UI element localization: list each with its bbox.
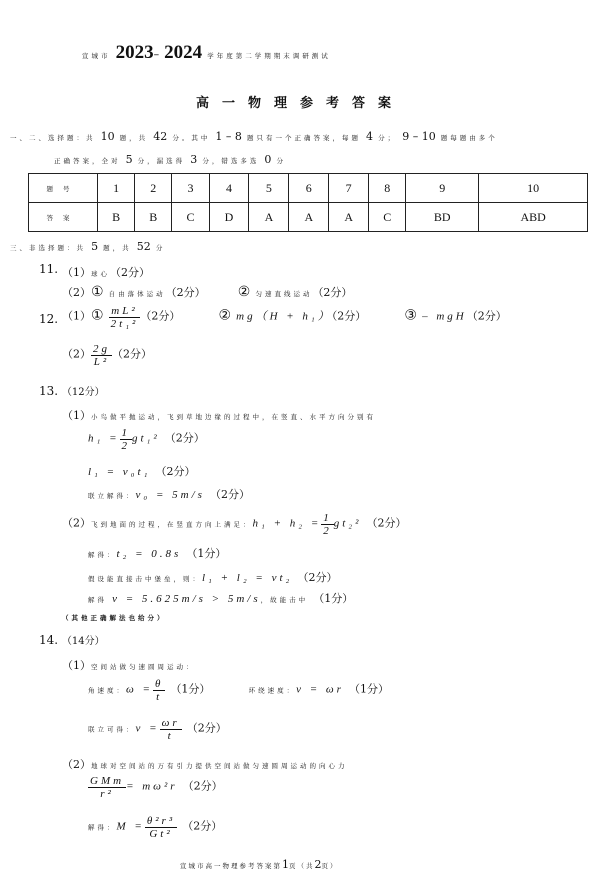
- answer-cell: BD: [406, 203, 479, 232]
- number: 5: [91, 240, 99, 253]
- text: 解得：: [88, 823, 117, 832]
- text: 球心: [91, 270, 110, 278]
- header-dash: –: [153, 48, 160, 61]
- number: 0: [264, 153, 272, 166]
- header-year-end: 2024: [164, 42, 203, 63]
- text: 联立可得：: [88, 725, 136, 734]
- part-tag: （1）: [62, 309, 91, 323]
- answer-cell: D: [209, 203, 249, 232]
- question-number: 9: [406, 174, 479, 203]
- number: 42: [153, 130, 168, 143]
- answer-cell: B: [98, 203, 135, 232]
- text: 分，错选多选: [202, 157, 260, 165]
- score: （1分）: [170, 682, 211, 696]
- q11-part1: [62, 264, 150, 280]
- expression: v = ωr: [296, 683, 344, 696]
- score: （1分）: [186, 547, 227, 560]
- numerator: 1: [121, 427, 130, 439]
- numerator: ωr: [161, 717, 180, 729]
- numerator: 2g: [93, 343, 110, 355]
- expression: ω =: [126, 683, 153, 696]
- q13-part1-intro: [62, 407, 376, 423]
- page-footer: [180, 858, 339, 871]
- text: 题，共: [119, 134, 149, 142]
- score: （14分）: [61, 636, 105, 647]
- q13-eq2: [88, 463, 195, 479]
- expression: gt₁²: [132, 432, 160, 445]
- number: 5: [125, 153, 133, 166]
- q14-eq3: [88, 775, 223, 800]
- score: （12分）: [61, 387, 105, 398]
- text: 飞到地面的过程，在竖直方向上满足：: [91, 520, 253, 529]
- q13-note: （其他正确解法也给分）: [62, 614, 167, 622]
- numerator: θ: [154, 678, 164, 690]
- text: 宣城市高一物理参考答案第: [180, 862, 282, 870]
- fraction: [109, 305, 141, 330]
- score: （2分）: [182, 779, 223, 793]
- page-number: 1: [282, 858, 289, 871]
- circled-number: ③: [404, 307, 417, 324]
- score: （2分）: [331, 309, 367, 323]
- score: （2分）: [112, 347, 152, 361]
- text: 假设能直接击中堡垒，则：: [88, 575, 202, 583]
- question-number: 13.: [39, 384, 59, 398]
- text: 小鸟做平抛运动，飞到草地边缘的过程中，在竖直、水平方向分别有: [91, 413, 376, 421]
- denominator: 2: [121, 440, 130, 452]
- text: 解得：: [88, 551, 117, 559]
- text: 解得: [88, 596, 107, 604]
- text: 联立解得：: [88, 492, 136, 500]
- part-tag: （1）: [62, 409, 91, 422]
- expression: – mgH: [422, 310, 467, 323]
- denominator: 2t₁²: [110, 318, 139, 330]
- answer-table: [28, 173, 588, 232]
- text: 自由落体运动: [108, 290, 166, 298]
- expression: mg（H + h₁）: [236, 310, 332, 323]
- expression: v =: [135, 722, 160, 735]
- expression: l₁ + l₂ = vt₂: [202, 572, 293, 584]
- table-row-answers: [29, 203, 588, 232]
- answer-cell: A: [289, 203, 329, 232]
- page-title: 高一物理参考答案: [196, 96, 405, 111]
- table-row-numbers: [29, 174, 588, 203]
- fraction: [153, 678, 165, 703]
- score: （2分）: [466, 309, 507, 323]
- fraction: [91, 343, 112, 368]
- q13-eq6: [88, 590, 353, 606]
- header-year-start: 2023: [115, 42, 154, 63]
- part-tag: （1）: [62, 659, 91, 672]
- number: 1 – 8: [215, 130, 242, 143]
- q13-eq5: [88, 569, 337, 585]
- text: 分。其中: [172, 134, 211, 142]
- text: 正确答案，全对: [54, 157, 121, 165]
- fraction: [120, 427, 133, 452]
- answer-cell: C: [172, 203, 209, 232]
- q14-eq2: [88, 717, 227, 742]
- part3-heading: [10, 240, 165, 253]
- q12-number: 12.: [39, 312, 59, 326]
- answer-cell: ABD: [479, 203, 588, 232]
- score: （2分）: [164, 431, 205, 445]
- numerator: 1: [323, 512, 332, 524]
- header-term: 学年度第二学期期末调研测试: [207, 52, 331, 60]
- header-city: 宣城市: [82, 52, 111, 60]
- row-label-number: 题号: [29, 174, 98, 203]
- part-tag: （1）: [62, 266, 91, 279]
- number: 3: [190, 153, 198, 166]
- denominator: L²: [93, 356, 110, 368]
- q13-heading: [39, 383, 105, 398]
- text: 分，漏选得: [137, 157, 186, 165]
- answer-cell: B: [135, 203, 172, 232]
- part-tag: （2）: [62, 516, 91, 530]
- question-number: 14.: [39, 633, 59, 647]
- number: 52: [136, 240, 151, 253]
- score: （2分）: [297, 571, 338, 584]
- expression: v₀ = 5m/s: [135, 489, 205, 501]
- fraction: [88, 775, 126, 800]
- q13-part2: [62, 512, 407, 537]
- question-number: 1: [98, 174, 135, 203]
- question-number: 10: [479, 174, 588, 203]
- score: （1分）: [349, 682, 390, 696]
- text: 角速度：: [88, 686, 126, 695]
- question-number: 7: [329, 174, 369, 203]
- q14-part2-intro: [62, 756, 348, 772]
- denominator: 2: [323, 525, 332, 537]
- q14-eq1: [88, 678, 389, 703]
- q13-eq3: [88, 486, 250, 502]
- score: （2分）: [366, 516, 407, 530]
- circled-number: ②: [237, 284, 251, 300]
- text: 环绕速度：: [248, 686, 297, 695]
- text: 页（共: [289, 862, 315, 870]
- numerator: θ²r³: [146, 815, 176, 827]
- question-number: 2: [135, 174, 172, 203]
- answer-cell: A: [329, 203, 369, 232]
- part1-line1: [10, 130, 498, 143]
- q14-heading: [39, 632, 105, 647]
- text: 地球对空间站的万有引力提供空间站做匀速圆周运动的向心力: [91, 762, 348, 770]
- circled-number: ①: [91, 284, 104, 300]
- expression: v = 5.625m/s > 5m/s: [112, 593, 261, 605]
- score: （2分）: [312, 286, 353, 299]
- fraction: [160, 717, 182, 742]
- denominator: r²: [100, 788, 114, 800]
- text: 分: [276, 157, 286, 165]
- text: 分；: [378, 134, 398, 142]
- part-tag: （2）: [62, 286, 91, 299]
- question-number: 8: [369, 174, 406, 203]
- text: 页）: [321, 862, 339, 870]
- fraction: [321, 512, 334, 537]
- score: （1分）: [313, 592, 354, 605]
- expression: t₂ = 0.8s: [116, 548, 182, 560]
- fraction: [145, 815, 177, 840]
- expression: = mω²r: [126, 780, 178, 793]
- q13-eq4: [88, 545, 226, 561]
- question-number: 4: [209, 174, 249, 203]
- part-tag: （2）: [62, 758, 91, 771]
- text: 分: [155, 244, 166, 252]
- q11-part2: [62, 284, 352, 300]
- question-number: 3: [172, 174, 209, 203]
- circled-number: ②: [218, 307, 232, 324]
- text: 空间站做匀速圆周运动：: [91, 663, 196, 671]
- exam-header: [82, 42, 331, 64]
- answer-cell: A: [249, 203, 289, 232]
- q13-eq1: [88, 427, 205, 452]
- row-label-answer: 答案: [29, 203, 98, 232]
- total-pages: 2: [314, 858, 322, 871]
- q12-part1: [62, 305, 507, 330]
- q14-part1-intro: [62, 657, 196, 673]
- score: （2分）: [165, 286, 206, 299]
- denominator: Gt²: [149, 828, 173, 840]
- text: 三、非选择题：共: [10, 244, 86, 252]
- q12-part2: [62, 343, 152, 368]
- expression: l₁ = v₀t₁: [88, 466, 151, 478]
- question-number: 5: [249, 174, 289, 203]
- number: 4: [366, 130, 374, 143]
- score: （2分）: [140, 309, 181, 323]
- score: （2分）: [155, 465, 196, 478]
- denominator: t: [167, 730, 174, 742]
- text: 匀速直线运动: [255, 290, 313, 298]
- number: 10: [100, 130, 115, 143]
- text: 题只有一个正确答案，每题: [246, 134, 361, 142]
- part-tag: （2）: [62, 347, 91, 361]
- numerator: mL²: [109, 305, 141, 318]
- text: 一、二、选择题：共: [10, 134, 96, 142]
- text: ，故能击中: [260, 596, 309, 604]
- numerator: GMm: [90, 775, 125, 787]
- q14-eq4: [88, 815, 222, 840]
- number: 9 – 10: [402, 130, 436, 143]
- part1-line2: [54, 153, 286, 166]
- score: （2分）: [182, 819, 223, 833]
- expression: h₁ =: [88, 432, 120, 445]
- expression: gt₂²: [333, 517, 362, 530]
- denominator: t: [156, 691, 163, 703]
- score: （2分）: [110, 266, 150, 279]
- score: （2分）: [210, 488, 250, 501]
- circled-number: ①: [91, 307, 104, 324]
- text: 题每题由多个: [440, 134, 498, 142]
- text: 题，共: [103, 244, 132, 252]
- expression: M =: [116, 820, 145, 833]
- expression: h₁ + h₂ =: [252, 517, 322, 530]
- question-number: 6: [289, 174, 329, 203]
- score: （2分）: [186, 721, 227, 735]
- q11-number: 11.: [39, 262, 59, 276]
- answer-cell: C: [369, 203, 406, 232]
